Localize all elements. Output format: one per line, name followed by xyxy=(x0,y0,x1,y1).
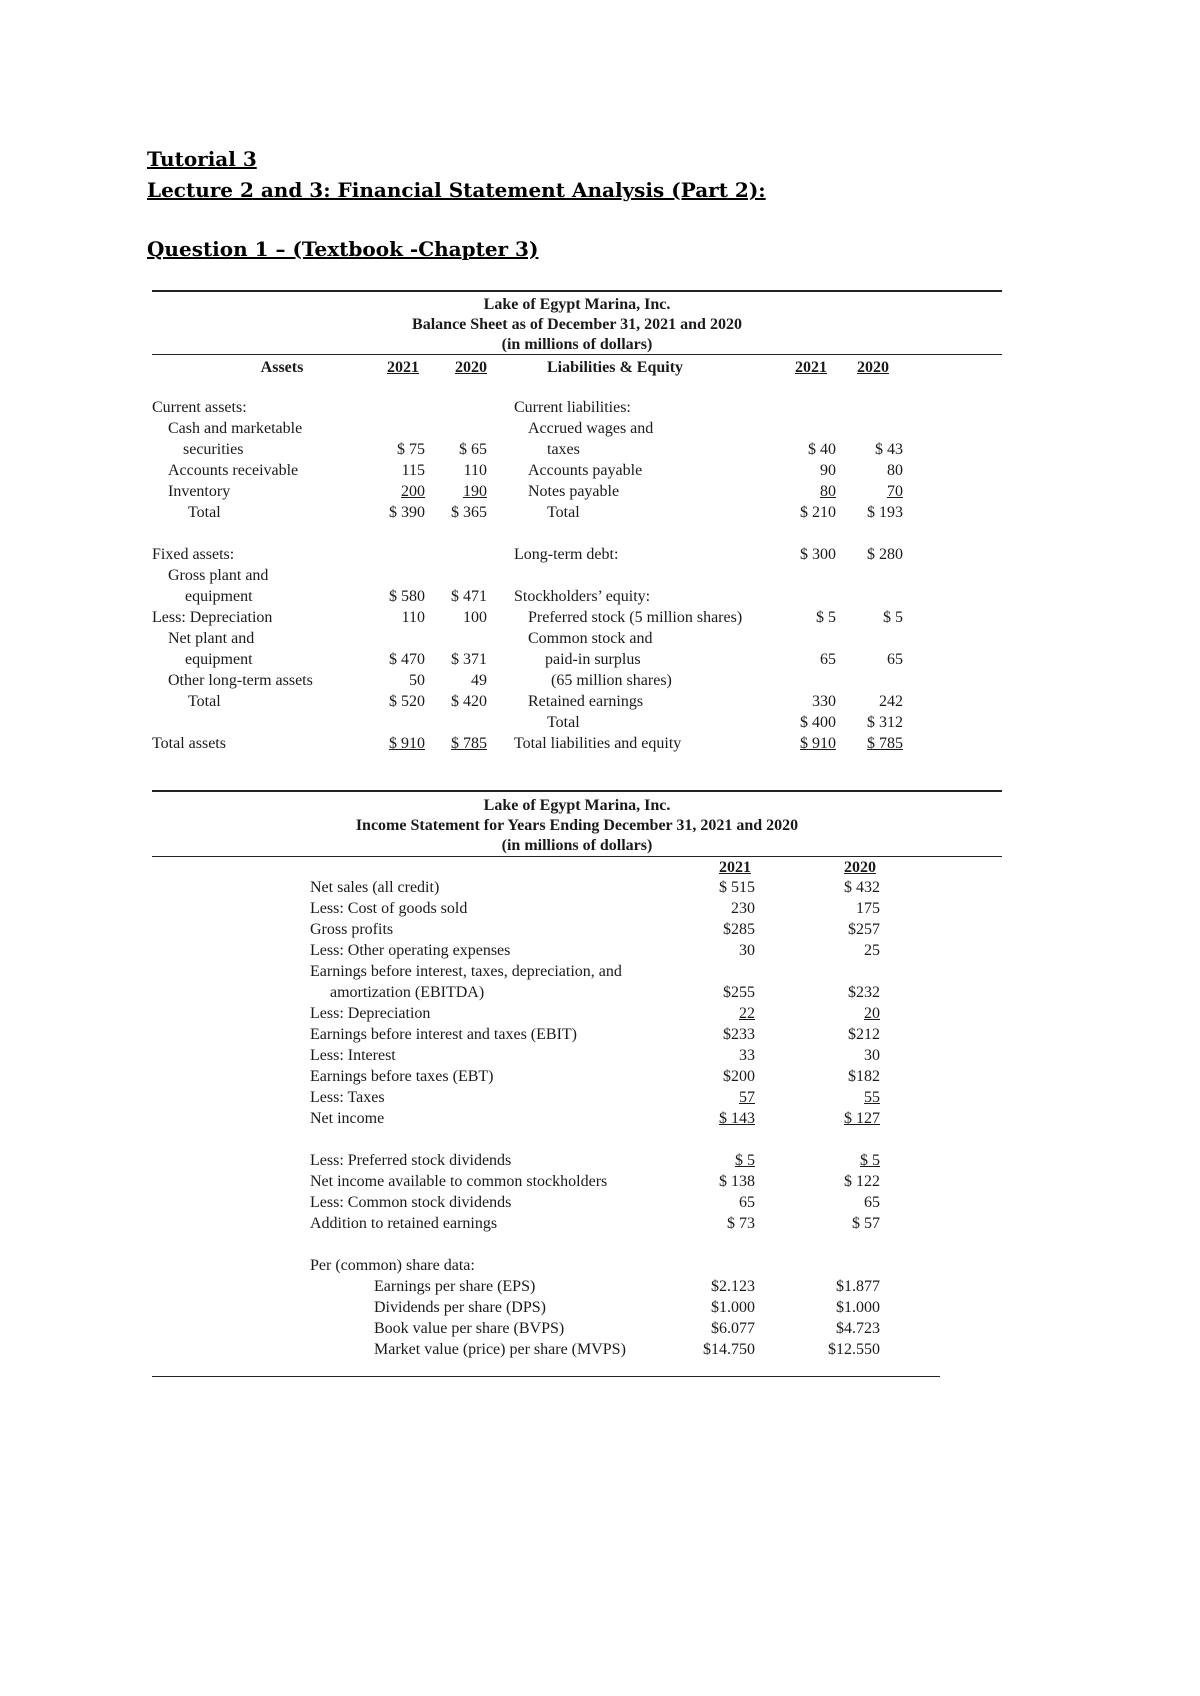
current-liabilities-label: Current liabilities: xyxy=(514,399,631,416)
is-row-label: Earnings before taxes (EBT) xyxy=(310,1068,494,1085)
bs-assets-year-2021: 2021 xyxy=(387,359,419,376)
tle-label: Total liabilities and equity xyxy=(514,735,682,752)
is-row-value-2020: $257 xyxy=(848,921,880,938)
is-bottom-rule xyxy=(152,1376,940,1377)
per-share-label: Book value per share (BVPS) xyxy=(374,1320,565,1337)
is-row-value-2021: $285 xyxy=(723,921,755,938)
is-row-value-2021: 57 xyxy=(739,1089,755,1106)
gross-plant-label-1: Gross plant and xyxy=(168,567,269,584)
is-row-label: Earnings before interest, taxes, depreciation, and xyxy=(310,963,622,980)
is-row-value-2020: $ 432 xyxy=(844,879,880,896)
is-units: (in millions of dollars) xyxy=(501,837,653,854)
fa-total-label: Total xyxy=(188,693,221,710)
bs-depreciation-2021: 110 xyxy=(401,609,425,626)
bs-depreciation-2020: 100 xyxy=(463,609,487,626)
gross-plant-2020: $ 471 xyxy=(451,588,487,605)
inventory-label: Inventory xyxy=(168,483,231,500)
per-share-value-2021: $1.000 xyxy=(711,1299,755,1316)
np-2020: 70 xyxy=(887,483,903,500)
liabilities-header: Liabilities & Equity xyxy=(547,359,684,376)
bs-units: (in millions of dollars) xyxy=(501,336,653,353)
ar-2021: 115 xyxy=(401,462,425,479)
tle-2020: $ 785 xyxy=(867,735,903,752)
is-row-label: Net sales (all credit) xyxy=(310,879,440,896)
is-row-value-2021: $255 xyxy=(723,984,755,1001)
is-title: Income Statement for Years Ending December 31, 2021 and 2020 xyxy=(355,817,799,834)
per-share-value-2021: $2.123 xyxy=(711,1278,755,1295)
bs-title: Balance Sheet as of December 31, 2021 and 2020 xyxy=(412,316,742,333)
preferred-2021: $ 5 xyxy=(816,609,836,626)
cl-total-2020: $ 193 xyxy=(867,504,903,521)
is-row-value-2021: $ 515 xyxy=(719,879,755,896)
other-lt-assets-2021: 50 xyxy=(409,672,425,689)
ar-label: Accounts receivable xyxy=(168,462,299,479)
is-row-value-2021: 30 xyxy=(739,942,755,959)
retained-earnings-2020: 242 xyxy=(879,693,903,710)
bs-assets-year-2020: 2020 xyxy=(455,359,487,376)
tle-2021: $ 910 xyxy=(800,735,836,752)
common-stock-2021: 65 xyxy=(820,651,836,668)
ltd-label: Long-term debt: xyxy=(514,546,619,563)
is-year-2021: 2021 xyxy=(719,859,751,876)
is-row-value-2021: $200 xyxy=(723,1068,755,1085)
cash-label-1: Cash and marketable xyxy=(168,420,303,437)
common-stock-label-3: (65 million shares) xyxy=(551,672,672,689)
gross-plant-label-2: equipment xyxy=(185,588,253,605)
total-assets-2021: $ 910 xyxy=(389,735,425,752)
bs-company: Lake of Egypt Marina, Inc. xyxy=(483,296,671,313)
fa-total-2021: $ 520 xyxy=(389,693,425,710)
is-row-label: Less: Common stock dividends xyxy=(310,1194,512,1211)
ltd-2021: $ 300 xyxy=(800,546,836,563)
is-row-value-2020: 30 xyxy=(864,1047,880,1064)
net-plant-label-1: Net plant and xyxy=(168,630,255,647)
ap-label: Accounts payable xyxy=(528,462,643,479)
ca-total-2021: $ 390 xyxy=(389,504,425,521)
is-row-label: Net income available to common stockholders xyxy=(310,1173,608,1190)
is-row-value-2021: 230 xyxy=(731,900,755,917)
is-row-value-2020: $232 xyxy=(848,984,880,1001)
is-row-label: Less: Other operating expenses xyxy=(310,942,511,959)
total-assets-2020: $ 785 xyxy=(451,735,487,752)
fa-total-2020: $ 420 xyxy=(451,693,487,710)
assets-header: Assets xyxy=(260,359,304,376)
is-row-value-2020: 25 xyxy=(864,942,880,959)
is-row-value-2021: 65 xyxy=(739,1194,755,1211)
per-share-label: Market value (price) per share (MVPS) xyxy=(374,1341,626,1358)
np-2021: 80 xyxy=(820,483,836,500)
bs-depreciation-label: Less: Depreciation xyxy=(152,609,273,626)
cash-label-2: securities xyxy=(183,441,244,458)
ar-2020: 110 xyxy=(463,462,487,479)
is-row-value-2020: $182 xyxy=(848,1068,880,1085)
net-plant-2021: $ 470 xyxy=(389,651,425,668)
is-row-value-2020: 175 xyxy=(856,900,880,917)
per-share-value-2020: $4.723 xyxy=(836,1320,880,1337)
other-lt-assets-2020: 49 xyxy=(471,672,487,689)
cash-2021: $ 75 xyxy=(397,441,425,458)
per-share-value-2020: $1.000 xyxy=(836,1299,880,1316)
net-plant-2020: $ 371 xyxy=(451,651,487,668)
lecture-heading: Lecture 2 and 3: Financial Statement Analysis (Part 2): xyxy=(147,178,766,202)
per-share-value-2021: $6.077 xyxy=(711,1320,755,1337)
per-share-label: Earnings per share (EPS) xyxy=(374,1278,536,1295)
retained-earnings-2021: 330 xyxy=(812,693,836,710)
is-row-value-2021: 22 xyxy=(739,1005,755,1022)
is-row-value-2020: $ 127 xyxy=(844,1110,880,1127)
ap-2020: 80 xyxy=(887,462,903,479)
fixed-assets-label: Fixed assets: xyxy=(152,546,235,563)
ltd-2020: $ 280 xyxy=(867,546,903,563)
is-row-value-2020: $ 5 xyxy=(860,1152,880,1169)
accrued-2021: $ 40 xyxy=(808,441,836,458)
tutorial-heading: Tutorial 3 xyxy=(147,147,257,171)
is-row-value-2021: $233 xyxy=(723,1026,755,1043)
is-row-value-2020: $ 57 xyxy=(852,1215,880,1232)
is-row-value-2021: $ 138 xyxy=(719,1173,755,1190)
per-share-header: Per (common) share data: xyxy=(310,1257,475,1274)
is-row-label: Gross profits xyxy=(310,921,394,938)
inventory-2021: 200 xyxy=(401,483,425,500)
is-row-label: amortization (EBITDA) xyxy=(330,984,485,1001)
bs-liab-year-2021: 2021 xyxy=(795,359,827,376)
is-row-label: Net income xyxy=(310,1110,385,1127)
is-row-value-2020: 20 xyxy=(864,1005,880,1022)
per-share-label: Dividends per share (DPS) xyxy=(374,1299,546,1316)
per-share-value-2020: $12.550 xyxy=(828,1341,880,1358)
is-top-rule xyxy=(152,790,1002,792)
accrued-2020: $ 43 xyxy=(875,441,903,458)
cl-total-label: Total xyxy=(547,504,580,521)
is-row-value-2021: $ 73 xyxy=(727,1215,755,1232)
bs-liab-year-2020: 2020 xyxy=(857,359,889,376)
is-header-rule xyxy=(152,856,1002,857)
common-stock-2020: 65 xyxy=(887,651,903,668)
preferred-label: Preferred stock (5 million shares) xyxy=(528,609,743,626)
is-company: Lake of Egypt Marina, Inc. xyxy=(483,797,671,814)
is-row-label: Less: Taxes xyxy=(310,1089,385,1106)
is-row-value-2020: $212 xyxy=(848,1026,880,1043)
is-row-label: Less: Cost of goods sold xyxy=(310,900,468,917)
retained-earnings-label: Retained earnings xyxy=(528,693,644,710)
bs-top-rule xyxy=(152,290,1002,292)
ca-total-2020: $ 365 xyxy=(451,504,487,521)
bs-header-rule xyxy=(152,354,1002,355)
total-assets-label: Total assets xyxy=(152,735,226,752)
is-row-value-2020: 55 xyxy=(864,1089,880,1106)
is-row-value-2021: 33 xyxy=(739,1047,755,1064)
other-lt-assets-label: Other long-term assets xyxy=(168,672,313,689)
per-share-value-2020: $1.877 xyxy=(836,1278,880,1295)
question-heading: Question 1 – (Textbook -Chapter 3) xyxy=(147,237,539,261)
net-plant-label-2: equipment xyxy=(185,651,253,668)
is-row-label: Less: Interest xyxy=(310,1047,396,1064)
se-total-label: Total xyxy=(547,714,580,731)
accrued-label-2: taxes xyxy=(547,441,580,458)
is-year-2020: 2020 xyxy=(844,859,876,876)
per-share-value-2021: $14.750 xyxy=(703,1341,755,1358)
is-row-value-2020: $ 122 xyxy=(844,1173,880,1190)
gross-plant-2021: $ 580 xyxy=(389,588,425,605)
cash-2020: $ 65 xyxy=(459,441,487,458)
preferred-2020: $ 5 xyxy=(883,609,903,626)
se-total-2021: $ 400 xyxy=(800,714,836,731)
inventory-2020: 190 xyxy=(463,483,487,500)
cl-total-2021: $ 210 xyxy=(800,504,836,521)
current-assets-label: Current assets: xyxy=(152,399,247,416)
ap-2021: 90 xyxy=(820,462,836,479)
is-row-value-2021: $ 143 xyxy=(719,1110,755,1127)
se-total-2020: $ 312 xyxy=(867,714,903,731)
accrued-label-1: Accrued wages and xyxy=(528,420,654,437)
is-row-value-2021: $ 5 xyxy=(735,1152,755,1169)
is-row-value-2020: 65 xyxy=(864,1194,880,1211)
ca-total-label: Total xyxy=(188,504,221,521)
is-row-label: Addition to retained earnings xyxy=(310,1215,498,1232)
common-stock-label-1: Common stock and xyxy=(528,630,653,647)
is-row-label: Earnings before interest and taxes (EBIT) xyxy=(310,1026,578,1043)
is-row-label: Less: Depreciation xyxy=(310,1005,431,1022)
is-row-label: Less: Preferred stock dividends xyxy=(310,1152,512,1169)
np-label: Notes payable xyxy=(528,483,620,500)
se-label: Stockholders’ equity: xyxy=(514,588,651,605)
common-stock-label-2: paid-in surplus xyxy=(545,651,641,668)
